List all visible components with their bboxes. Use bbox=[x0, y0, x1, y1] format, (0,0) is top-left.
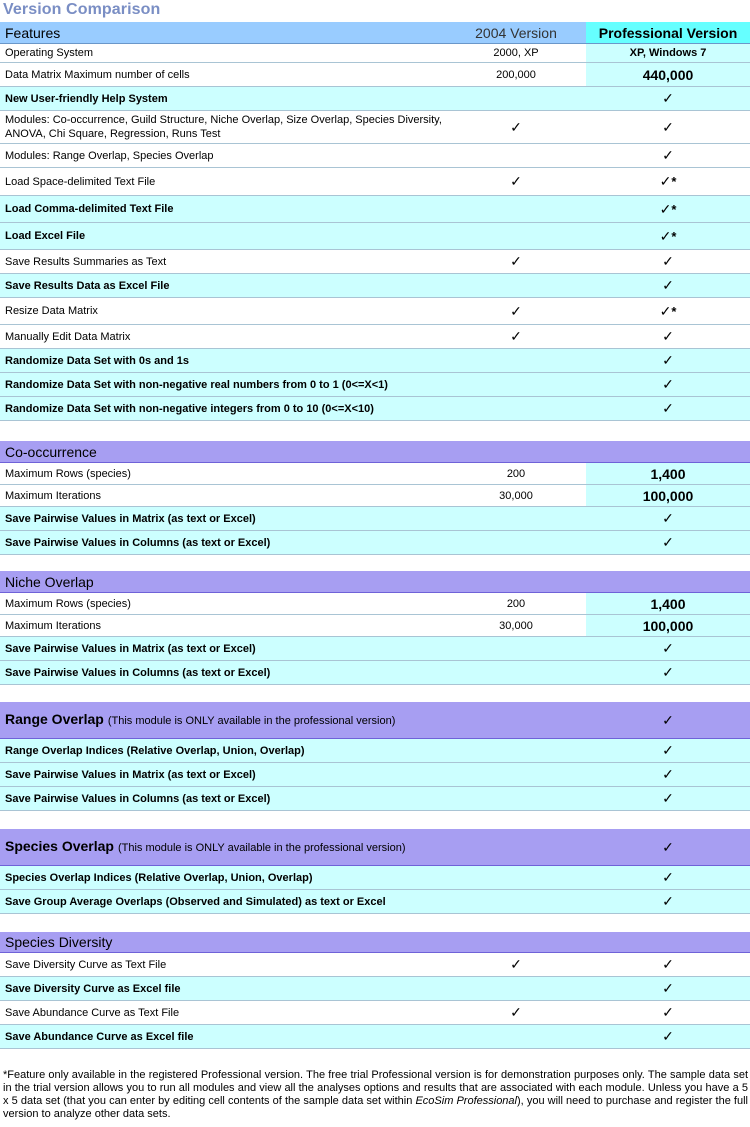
table-row bbox=[0, 87, 750, 111]
check-icon: ✓ bbox=[662, 790, 674, 806]
table-row bbox=[0, 739, 750, 763]
feature-label: Maximum Rows (species) bbox=[5, 467, 131, 480]
table-row bbox=[0, 953, 750, 977]
table-row bbox=[0, 977, 750, 1001]
table-row bbox=[0, 507, 750, 531]
feature-label: Modules: Range Overlap, Species Overlap bbox=[5, 149, 214, 162]
pro-value: 1,400 bbox=[586, 593, 750, 614]
feature-label: Save Results Data as Excel File bbox=[5, 279, 170, 292]
section-note: (This module is ONLY available in the professional version) bbox=[117, 842, 406, 854]
pro-value: XP, Windows 7 bbox=[586, 44, 750, 62]
feature-label: Operating System bbox=[5, 47, 94, 59]
table-row bbox=[0, 63, 750, 87]
feature-label: Randomize Data Set with 0s and 1s bbox=[5, 354, 189, 367]
check-icon: ✓ bbox=[662, 510, 674, 526]
feature-label: Save Diversity Curve as Text File bbox=[5, 958, 167, 971]
check-icon: ✓ bbox=[662, 90, 674, 106]
feature-label: Range Overlap Indices (Relative Overlap, Union, Overlap) bbox=[5, 744, 305, 757]
table-row bbox=[0, 196, 750, 223]
feature-label: Save Diversity Curve as Excel file bbox=[5, 982, 181, 995]
feature-label: Save Abundance Curve as Text File bbox=[5, 1006, 180, 1019]
section-header-species-diversity bbox=[0, 932, 750, 953]
footnote-text-1: *Feature only available in the registered Professional version. The free trial Professional version is for demonstration purposes only. The sample data set in the trial version allows you to run all modules and view all the analyses options and results that are associated with each module. Unless you have a 5 x 5 data set (that you can enter by editing cell contents of the sample data set within bbox=[3, 1069, 748, 1107]
section-note: (This module is ONLY available in the professional version) bbox=[107, 715, 396, 727]
feature-label: Maximum Iterations bbox=[5, 619, 101, 632]
table-row bbox=[0, 485, 750, 507]
feature-label: Species Overlap Indices (Relative Overlap, Union, Overlap) bbox=[5, 871, 313, 884]
check-icon: ✓ bbox=[662, 376, 674, 392]
table-row bbox=[0, 1001, 750, 1025]
table-row bbox=[0, 637, 750, 661]
table-row bbox=[0, 274, 750, 298]
check-icon: ✓ bbox=[662, 956, 674, 972]
table-row bbox=[0, 168, 750, 196]
table-row bbox=[0, 111, 750, 144]
table-row bbox=[0, 463, 750, 485]
check-icon: ✓ bbox=[659, 302, 672, 319]
table-row bbox=[0, 223, 750, 250]
feature-label: Save Pairwise Values in Columns (as text or Excel) bbox=[5, 792, 271, 805]
section-title: Co-occurrence bbox=[5, 443, 97, 460]
check-icon: ✓ bbox=[510, 956, 522, 972]
table-row bbox=[0, 763, 750, 787]
check-icon: ✓ bbox=[510, 118, 522, 135]
feature-label: Save Pairwise Values in Columns (as text or Excel) bbox=[5, 666, 271, 679]
asterisk-icon: * bbox=[671, 303, 677, 319]
feature-label: Maximum Rows (species) bbox=[5, 597, 131, 610]
professional-column-header: Professional Version bbox=[586, 22, 750, 43]
check-icon: ✓ bbox=[662, 640, 674, 656]
table-row bbox=[0, 787, 750, 811]
feature-label: Modules: Co-occurrence, Guild Structure, Niche Overlap, Size Overlap, Species Diversity, ANOVA, Chi Square, Regression, Runs Test bbox=[5, 114, 442, 140]
v2004-value: 30,000 bbox=[499, 489, 533, 502]
pro-value: 440,000 bbox=[586, 63, 750, 86]
feature-label: Save Group Average Overlaps (Observed and Simulated) as text or Excel bbox=[5, 895, 386, 908]
footnote bbox=[3, 1069, 748, 1121]
feature-label: Data Matrix Maximum number of cells bbox=[5, 68, 190, 81]
check-icon: ✓ bbox=[662, 664, 674, 680]
check-icon: ✓ bbox=[662, 711, 674, 728]
asterisk-icon: * bbox=[671, 201, 677, 217]
section-header-range-overlap bbox=[0, 702, 750, 739]
table-row bbox=[0, 250, 750, 274]
feature-label: Save Pairwise Values in Columns (as text or Excel) bbox=[5, 536, 271, 549]
table-row bbox=[0, 298, 750, 325]
pro-value: 1,400 bbox=[586, 463, 750, 484]
section-header-species-overlap bbox=[0, 829, 750, 866]
v2004-value: 200 bbox=[506, 467, 526, 480]
footnote-product-name: EcoSim Professional bbox=[415, 1095, 517, 1107]
check-icon: ✓ bbox=[510, 173, 522, 189]
table-row bbox=[0, 44, 750, 63]
table-row bbox=[0, 349, 750, 373]
table-row bbox=[0, 397, 750, 421]
check-icon: ✓ bbox=[662, 766, 674, 782]
feature-label: Load Comma-delimited Text File bbox=[5, 203, 174, 215]
table-row bbox=[0, 373, 750, 397]
check-icon: ✓ bbox=[659, 200, 672, 217]
section-title-block bbox=[5, 702, 445, 738]
pro-value: 100,000 bbox=[586, 485, 750, 506]
table-row bbox=[0, 593, 750, 615]
table-row bbox=[0, 531, 750, 555]
check-icon: ✓ bbox=[662, 118, 674, 135]
feature-label: Save Results Summaries as Text bbox=[5, 255, 167, 268]
check-icon: ✓ bbox=[662, 893, 674, 909]
footnote-text-2: ), you will need to purchase and register the full version to analyze other data sets. bbox=[3, 1095, 748, 1120]
check-icon: ✓ bbox=[662, 277, 674, 293]
features-header-row bbox=[0, 22, 750, 44]
feature-label: New User-friendly Help System bbox=[5, 92, 168, 105]
asterisk-icon: * bbox=[671, 174, 677, 189]
section-header-cooccurrence bbox=[0, 441, 750, 463]
feature-label: Save Pairwise Values in Matrix (as text or Excel) bbox=[5, 642, 256, 655]
table-row bbox=[0, 325, 750, 349]
pro-value: 100,000 bbox=[586, 615, 750, 636]
check-icon: ✓ bbox=[659, 173, 672, 189]
section-title: Range Overlap bbox=[5, 711, 104, 727]
section-title-block bbox=[5, 829, 445, 865]
check-icon: ✓ bbox=[662, 400, 674, 416]
features-column-header: Features bbox=[5, 24, 61, 41]
check-icon: ✓ bbox=[662, 1028, 674, 1044]
check-icon: ✓ bbox=[662, 534, 674, 550]
section-header-niche-overlap bbox=[0, 571, 750, 593]
table-row bbox=[0, 866, 750, 890]
check-icon: ✓ bbox=[662, 328, 674, 344]
feature-label: Save Pairwise Values in Matrix (as text or Excel) bbox=[5, 512, 256, 525]
v2004-value: 200 bbox=[506, 597, 526, 610]
v2004-value: 2000, XP bbox=[493, 47, 539, 59]
table-row bbox=[0, 890, 750, 914]
check-icon: ✓ bbox=[662, 980, 674, 996]
check-icon: ✓ bbox=[662, 742, 674, 758]
section-title: Species Overlap bbox=[5, 838, 114, 854]
check-icon: ✓ bbox=[659, 227, 672, 244]
version-2004-column-header: 2004 Version bbox=[475, 24, 557, 41]
feature-label: Save Abundance Curve as Excel file bbox=[5, 1030, 194, 1043]
feature-label: Resize Data Matrix bbox=[5, 305, 98, 317]
table-row bbox=[0, 661, 750, 685]
check-icon: ✓ bbox=[662, 352, 674, 368]
section-title: Niche Overlap bbox=[5, 573, 94, 590]
page-title: Version Comparison bbox=[3, 1, 161, 18]
check-icon: ✓ bbox=[662, 838, 674, 855]
feature-label: Randomize Data Set with non-negative integers from 0 to 10 (0<=X<10) bbox=[5, 402, 374, 415]
check-icon: ✓ bbox=[662, 1004, 674, 1020]
check-icon: ✓ bbox=[510, 253, 522, 269]
feature-label: Load Excel File bbox=[5, 230, 86, 242]
check-icon: ✓ bbox=[510, 1004, 522, 1020]
asterisk-icon: * bbox=[671, 228, 677, 244]
feature-label: Save Pairwise Values in Matrix (as text or Excel) bbox=[5, 768, 256, 781]
v2004-value: 200,000 bbox=[496, 68, 536, 81]
check-icon: ✓ bbox=[662, 253, 674, 269]
feature-label: Randomize Data Set with non-negative real numbers from 0 to 1 (0<=X<1) bbox=[5, 378, 388, 391]
section-title: Species Diversity bbox=[5, 934, 113, 950]
table-row bbox=[0, 144, 750, 168]
feature-label: Manually Edit Data Matrix bbox=[5, 330, 131, 343]
table-row bbox=[0, 1025, 750, 1049]
check-icon: ✓ bbox=[662, 869, 674, 885]
v2004-value: 30,000 bbox=[499, 619, 533, 632]
check-icon: ✓ bbox=[510, 302, 522, 319]
feature-label: Maximum Iterations bbox=[5, 489, 101, 502]
feature-label: Load Space-delimited Text File bbox=[5, 175, 156, 188]
check-icon: ✓ bbox=[662, 147, 674, 163]
table-row bbox=[0, 615, 750, 637]
check-icon: ✓ bbox=[510, 328, 522, 344]
